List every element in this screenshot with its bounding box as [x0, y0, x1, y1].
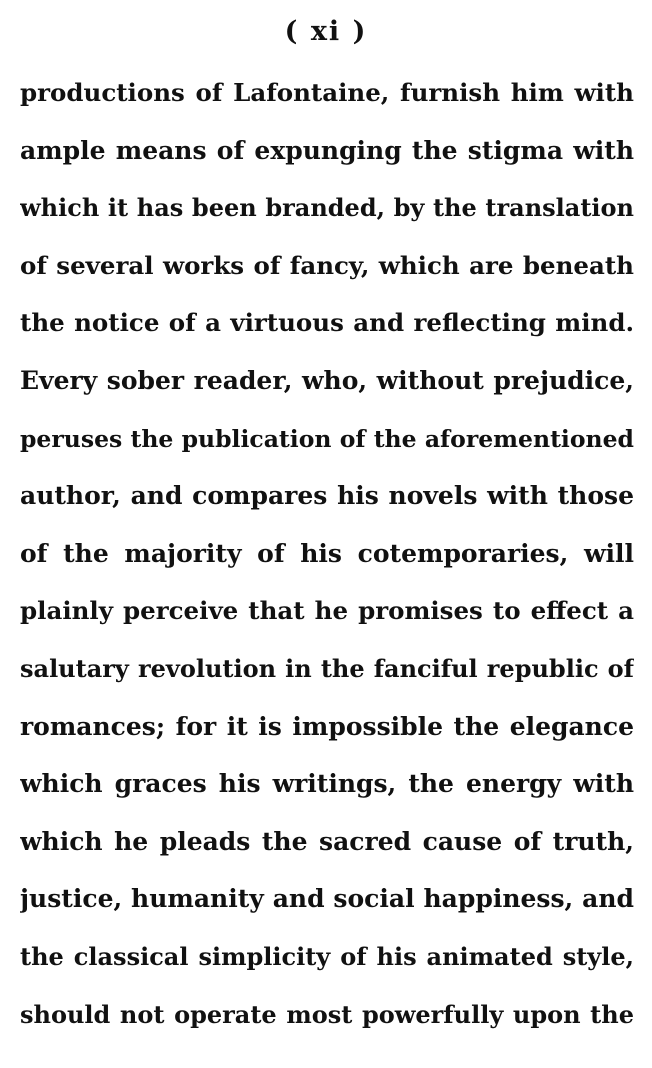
- text-line-3: which it has been branded, by the translation: [20, 193, 634, 223]
- text-line-4: of several works of fancy, which are beneath: [20, 250, 634, 280]
- text-line-14: which he pleads the sacred cause of truth,: [20, 826, 634, 856]
- text-line-15: justice, humanity and social happiness, and: [20, 884, 634, 914]
- text-line-7: peruses the publication of the aforementioned: [20, 424, 634, 453]
- page-number-text: ( xi ): [284, 16, 368, 47]
- page-number: [0, 12, 652, 52]
- text-line-2: ample means of expunging the stigma with: [20, 135, 634, 165]
- text-line-6: Every sober reader, who, without prejudice,: [20, 365, 634, 395]
- text-line-9: of the majority of his cotemporaries, will: [20, 538, 634, 568]
- text-line-16: the classical simplicity of his animated style,: [20, 941, 634, 971]
- body-text: [20, 71, 634, 1050]
- text-line-13: which graces his writings, the energy with: [20, 769, 634, 799]
- text-line-1: productions of Lafontaine, furnish him with: [20, 78, 634, 107]
- text-line-17: should not operate most powerfully upon the: [20, 999, 634, 1029]
- text-line-10: plainly perceive that he promises to effect a: [20, 596, 634, 626]
- text-line-11: salutary revolution in the fanciful republic of: [20, 653, 634, 683]
- text-line-8: author, and compares his novels with those: [20, 481, 634, 511]
- text-line-12: romances; for it is impossible the elegance: [20, 711, 634, 741]
- text-line-5: the notice of a virtuous and reflecting mind.: [20, 308, 634, 338]
